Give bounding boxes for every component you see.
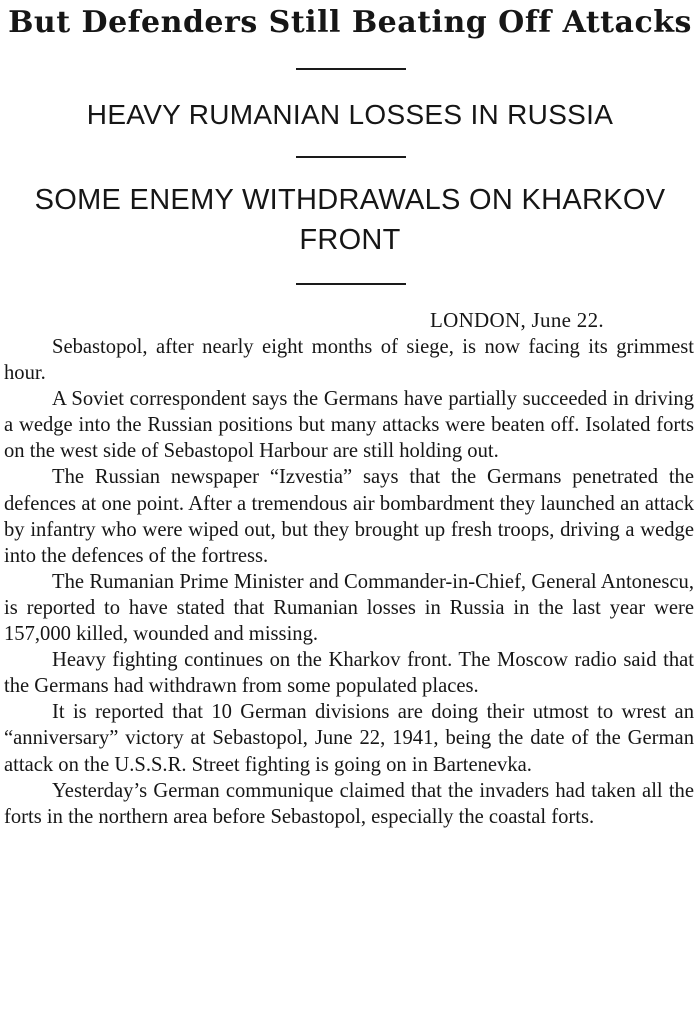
paragraph: A Soviet correspondent says the Germans have partially succeeded in driving a wedge into the Russian positions but many attacks were beaten off. Isolated forts on the west side of Sebastopol Harbour are still holding out. (4, 388, 694, 463)
paragraph: The Russian newspaper “Izvestia” says that the Germans penetrated the defences at one point. After a tremendous air bombardment they launched an attack by infantry who were wiped out, but they brought up fresh troops, driving a wedge into the defences of the fortress. (4, 466, 694, 567)
article-body (4, 334, 694, 830)
paragraph: Sebastopol, after nearly eight months of siege, is now facing its grimmest hour. (4, 336, 694, 385)
secondary-subheadline: SOME ENEMY WITHDRAWALS ON KHARKOV FRONT (34, 184, 666, 256)
headline: But Defenders Still Beating Off Attacks (8, 5, 692, 40)
secondary-subheadline-divider (296, 283, 406, 285)
paragraph: The Rumanian Prime Minister and Commander-in-Chief, General Antonescu, is reported to have stated that Rumanian losses in Russia in the last year were 157,000 killed, wounded and missing. (4, 570, 694, 646)
paragraph: It is reported that 10 German divisions are doing their utmost to wrest an “anniversary” victory at Sebastopol, June 22, 1941, being the date of the German attack on the U.S.S.R. Street fighting is going on in Bartenevka. (4, 701, 694, 776)
paragraph: Yesterday’s German communique claimed that the invaders had taken all the forts in the northern area before Sebastopol, especially the coastal forts. (4, 779, 694, 828)
subheadline-divider (296, 156, 406, 158)
subheadline: HEAVY RUMANIAN LOSSES IN RUSSIA (86, 99, 614, 130)
dateline: LONDON, June 22. (430, 308, 604, 332)
paragraph: Heavy fighting continues on the Kharkov front. The Moscow radio said that the Germans had withdrawn from some populated places. (4, 649, 694, 698)
headline-divider (296, 68, 406, 70)
